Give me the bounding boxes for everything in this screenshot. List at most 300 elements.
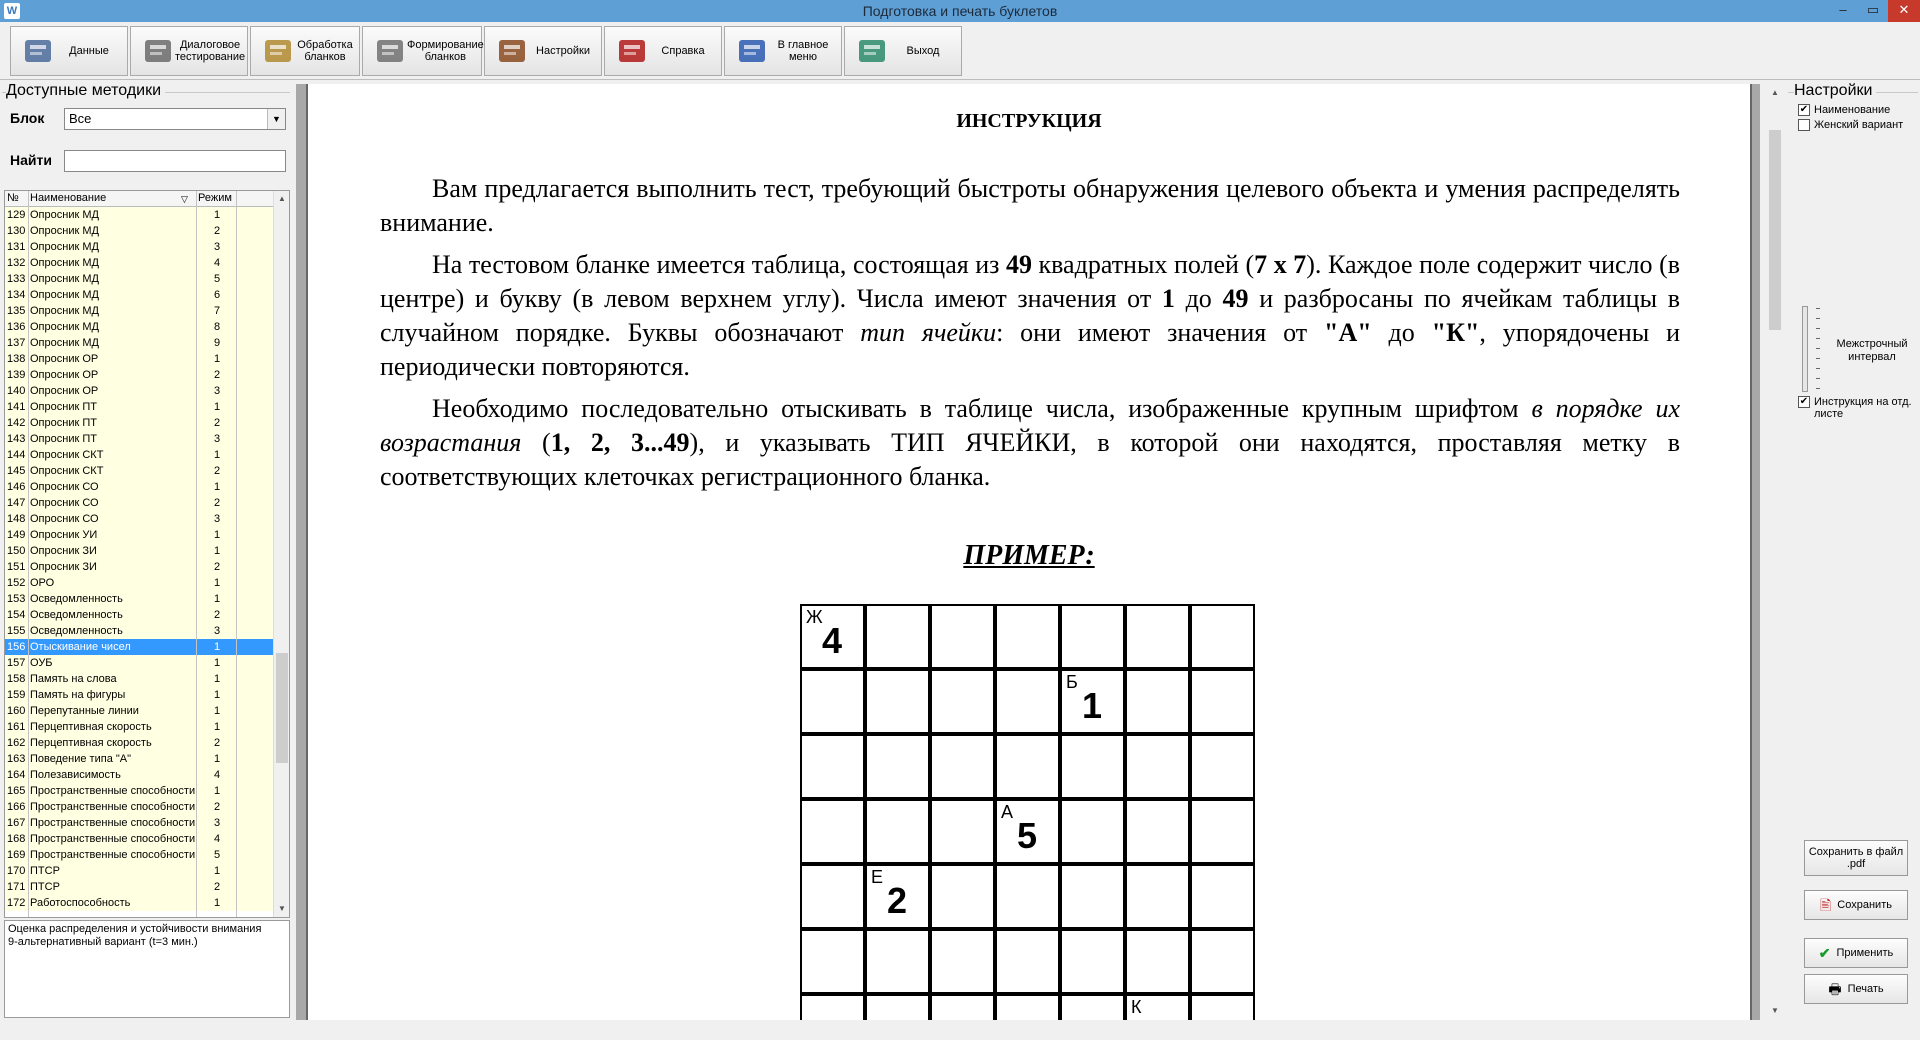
printer-icon: 🖶: [1828, 981, 1842, 997]
cell-number: 2: [887, 880, 908, 921]
table-row[interactable]: [5, 463, 275, 479]
settings-group-title: Настройки: [1794, 82, 1876, 100]
example-cell: [800, 669, 865, 734]
row-mode: 3: [214, 513, 221, 525]
row-mode: 1: [214, 705, 221, 717]
title-bar: [0, 0, 1920, 22]
example-cell: [1060, 929, 1125, 994]
row-mode: 3: [214, 433, 221, 445]
table-rows: [5, 207, 275, 911]
slider-tick: [1816, 348, 1820, 349]
database-icon: [21, 34, 55, 68]
example-cell: [995, 604, 1060, 669]
block-select[interactable]: [64, 108, 286, 130]
slider-tick: [1816, 378, 1820, 379]
row-mode: 1: [214, 593, 221, 605]
example-cell: [995, 994, 1060, 1020]
apply-button[interactable]: [1804, 938, 1908, 968]
row-name: Память на фигуры: [30, 689, 126, 701]
row-name: Осведомленность: [30, 593, 123, 605]
table-row[interactable]: [5, 879, 275, 895]
row-mode: 1: [214, 449, 221, 461]
table-row[interactable]: [5, 703, 275, 719]
table-row[interactable]: [5, 767, 275, 783]
row-mode: 1: [214, 865, 221, 877]
tools-icon: [495, 34, 529, 68]
example-cell: [930, 669, 995, 734]
row-mode: 5: [214, 849, 221, 861]
row-name: ОУБ: [30, 657, 53, 669]
table-row[interactable]: [5, 639, 275, 655]
row-mode: 1: [214, 657, 221, 669]
example-grid: [800, 604, 1257, 1020]
table-row[interactable]: [5, 607, 275, 623]
toolbar-button-0[interactable]: [10, 26, 128, 76]
row-mode: 2: [214, 881, 221, 893]
row-name: Опросник ОР: [30, 369, 99, 381]
row-num: 143: [7, 433, 26, 445]
row-name: Пространственные способности: [30, 801, 196, 813]
example-cell: [800, 864, 865, 929]
table-row[interactable]: [5, 415, 275, 431]
minimize-button[interactable]: –: [1839, 2, 1847, 17]
row-num: 156: [7, 641, 26, 653]
instruction-paragraph-3: Необходимо последовательно отыскивать в таблице числа, изображенные крупным шрифтом в порядке их возрастания (1, 2, 3...49), и указывать ТИП ЯЧЕЙКИ, в которой они находятся, проставляя метку в соответствующих клеточках регистрационного бланка.: [380, 394, 1680, 491]
row-mode: 5: [214, 273, 221, 285]
example-cell: [1060, 734, 1125, 799]
row-num: 168: [7, 833, 26, 845]
save-button[interactable]: [1804, 890, 1908, 920]
example-cell: [1125, 994, 1190, 1020]
preview-area: [296, 84, 1760, 1020]
row-name: Опросник УИ: [30, 529, 98, 541]
row-name: Пространственные способности: [30, 833, 196, 845]
row-num: 165: [7, 785, 26, 797]
row-name: Опросник ПТ: [30, 433, 97, 445]
example-cell: [1125, 929, 1190, 994]
table-row[interactable]: [5, 895, 275, 911]
restore-button[interactable]: ▭: [1866, 2, 1880, 17]
row-name: Поведение типа "А": [30, 753, 132, 765]
row-mode: 1: [214, 897, 221, 909]
scroll-down-icon[interactable]: ▼: [278, 904, 286, 913]
table-row[interactable]: [5, 543, 275, 559]
slider-tick: [1816, 358, 1820, 359]
block-label: Блок: [10, 110, 45, 126]
instruction-paragraph-2: На тестовом бланке имеется таблица, состоящая из 49 квадратных полей (7 x 7). Каждое поле содержит число (в центре) и букву (в левом верхнем углу). Числа имеют значения от 1 до 49 и разбросаны по ячейкам таблицы в случайном порядке. Буквы обозначают тип ячейки: они имеют значения от "А" до "К", упорядочены и периодически повторяются.: [380, 250, 1681, 381]
row-mode: 6: [214, 289, 221, 301]
example-cell: [1190, 604, 1255, 669]
row-num: 151: [7, 561, 26, 573]
example-cell: [995, 669, 1060, 734]
scroll-down-icon[interactable]: ▼: [1771, 1006, 1779, 1015]
methods-panel: [0, 82, 292, 1022]
row-num: 171: [7, 881, 26, 893]
preview-scrollbar[interactable]: [1766, 84, 1784, 1020]
row-mode: 2: [214, 465, 221, 477]
table-row[interactable]: [5, 591, 275, 607]
table-row[interactable]: [5, 559, 275, 575]
cell-number: 1: [1082, 685, 1103, 726]
description-text: Оценка распределения и устойчивости внимания 9-альтернативный вариант (t=3 мин.): [8, 923, 262, 948]
toolbar-button-6[interactable]: [724, 26, 842, 76]
row-num: 160: [7, 705, 26, 717]
row-mode: 2: [214, 225, 221, 237]
table-row[interactable]: [5, 815, 275, 831]
scroll-up-icon[interactable]: ▲: [1771, 88, 1779, 97]
row-mode: 1: [214, 353, 221, 365]
row-mode: 1: [214, 577, 221, 589]
table-row[interactable]: [5, 527, 275, 543]
row-mode: 1: [214, 673, 221, 685]
table-row[interactable]: [5, 239, 275, 255]
table-row[interactable]: [5, 287, 275, 303]
example-cell: [930, 994, 995, 1020]
row-num: 149: [7, 529, 26, 541]
row-num: 163: [7, 753, 26, 765]
method-description: [4, 920, 290, 1018]
save-pdf-label: Сохранить в файл .pdf: [1808, 846, 1904, 870]
row-num: 136: [7, 321, 26, 333]
row-name: Осведомленность: [30, 609, 123, 621]
table-row[interactable]: [5, 799, 275, 815]
row-name: Отыскивание чисел: [30, 641, 131, 653]
row-name: Опросник СО: [30, 481, 99, 493]
table-row[interactable]: [5, 783, 275, 799]
table-scrollbar[interactable]: [273, 191, 289, 917]
row-num: 145: [7, 465, 26, 477]
row-num: 150: [7, 545, 26, 557]
toolbar-button-2[interactable]: [250, 26, 360, 76]
table-row[interactable]: [5, 863, 275, 879]
slider-tick: [1816, 338, 1820, 339]
row-name: Опросник МД: [30, 321, 99, 333]
instruction-paragraph-1: Вам предлагается выполнить тест, требующий быстроты обнаружения целевого объекта и умения распределять внимание.: [380, 174, 1680, 237]
instruction-heading: ИНСТРУКЦИЯ: [956, 110, 1102, 132]
table-row[interactable]: [5, 847, 275, 863]
toolbar-button-label: Формирование бланков: [407, 39, 484, 63]
example-cell: [995, 734, 1060, 799]
find-label: Найти: [10, 152, 52, 168]
example-cell: [800, 929, 865, 994]
row-num: 148: [7, 513, 26, 525]
booklet-page: [306, 84, 1752, 1020]
row-num: 135: [7, 305, 26, 317]
example-cell: [1125, 864, 1190, 929]
row-name: Пространственные способности: [30, 785, 196, 797]
row-num: 159: [7, 689, 26, 701]
row-name: Опросник МД: [30, 337, 99, 349]
row-mode: 7: [214, 305, 221, 317]
sort-icon: ▽: [181, 194, 188, 204]
row-mode: 3: [214, 817, 221, 829]
row-num: 146: [7, 481, 26, 493]
checkmark-icon: ✔: [1818, 945, 1831, 961]
row-name: Пространственные способности: [30, 849, 196, 861]
table-row[interactable]: [5, 479, 275, 495]
row-name: Опросник ПТ: [30, 401, 97, 413]
slider-tick: [1816, 328, 1820, 329]
example-cell: [865, 864, 930, 929]
example-cell: [1060, 604, 1125, 669]
row-mode: 1: [214, 689, 221, 701]
line-spacing-slider[interactable]: [1798, 306, 1826, 392]
row-mode: 1: [214, 641, 221, 653]
row-name: Опросник СКТ: [30, 449, 104, 461]
name-checkbox[interactable]: [1798, 104, 1890, 116]
row-num: 161: [7, 721, 26, 733]
example-cell: [800, 994, 865, 1020]
example-cell: [1190, 669, 1255, 734]
row-num: 132: [7, 257, 26, 269]
row-mode: 4: [214, 769, 221, 781]
methods-group-title: Доступные методики: [6, 82, 165, 100]
row-mode: 9: [214, 337, 221, 349]
example-cell: [800, 734, 865, 799]
row-num: 166: [7, 801, 26, 813]
cell-letter: Б: [1066, 672, 1078, 692]
row-name: ПТСР: [30, 865, 60, 877]
female-variant-label: Женский вариант: [1814, 119, 1904, 131]
table-row[interactable]: [5, 719, 275, 735]
chevron-down-icon[interactable]: ▼: [267, 109, 285, 129]
table-row[interactable]: [5, 351, 275, 367]
row-mode: 8: [214, 321, 221, 333]
slider-tick: [1816, 318, 1820, 319]
apply-label: Применить: [1836, 947, 1894, 959]
row-mode: 1: [214, 721, 221, 733]
row-num: 137: [7, 337, 26, 349]
example-cell: [865, 994, 930, 1020]
print-button[interactable]: [1804, 974, 1908, 1004]
toolbar-button-5[interactable]: [604, 26, 722, 76]
example-cell: [865, 604, 930, 669]
row-mode: 2: [214, 609, 221, 621]
scroll-thumb[interactable]: [1769, 130, 1781, 330]
row-mode: 1: [214, 481, 221, 493]
slider-tick: [1816, 308, 1820, 309]
table-row[interactable]: [5, 255, 275, 271]
row-num: 152: [7, 577, 26, 589]
back-arrow-icon: [735, 34, 769, 68]
table-row[interactable]: [5, 831, 275, 847]
toolbar-button-label: Данные: [69, 45, 109, 57]
toolbar-button-3[interactable]: [362, 26, 482, 76]
toolbar-button-label: Диалоговое тестирование: [175, 39, 246, 63]
table-row[interactable]: [5, 207, 275, 223]
col-num-header[interactable]: №: [7, 192, 19, 204]
cell-letter: Е: [871, 867, 884, 887]
col-name-header[interactable]: Наименование: [30, 192, 107, 204]
toolbar-button-7[interactable]: [844, 26, 962, 76]
form-document-icon: [373, 34, 407, 68]
exit-icon: [855, 34, 889, 68]
row-mode: 2: [214, 737, 221, 749]
row-name: Опросник ОР: [30, 385, 99, 397]
row-name: Опросник МД: [30, 241, 99, 253]
help-book-icon: [615, 34, 649, 68]
table-row[interactable]: [5, 447, 275, 463]
row-name: Опросник МД: [30, 305, 99, 317]
row-name: Опросник ПТ: [30, 417, 97, 429]
row-name: Опросник МД: [30, 257, 99, 269]
row-mode: 1: [214, 545, 221, 557]
row-mode: 1: [214, 753, 221, 765]
scroll-up-icon[interactable]: ▲: [278, 194, 286, 203]
cell-letter: К: [1131, 997, 1142, 1017]
table-row[interactable]: [5, 319, 275, 335]
example-cell: [1190, 799, 1255, 864]
table-row[interactable]: [5, 367, 275, 383]
toolbar-button-label: В главное меню: [777, 39, 829, 63]
settings-panel: [1788, 82, 1920, 1022]
checkbox-icon[interactable]: ✔: [1799, 396, 1809, 407]
col-divider: [28, 191, 29, 917]
row-mode: 2: [214, 369, 221, 381]
table-row[interactable]: [5, 303, 275, 319]
row-mode: 3: [214, 625, 221, 637]
checkbox-icon[interactable]: ✔: [1799, 104, 1809, 115]
table-row[interactable]: [5, 575, 275, 591]
checkbox-icon[interactable]: [1798, 119, 1810, 131]
row-num: 129: [7, 209, 26, 221]
row-name: Пространственные способности: [30, 817, 196, 829]
row-name: Опросник МД: [30, 289, 99, 301]
example-cell: [1190, 929, 1255, 994]
block-select-value: Все: [69, 111, 92, 126]
table-header: [5, 191, 275, 207]
example-title: ПРИМЕР:: [963, 540, 1095, 571]
example-cell: [865, 669, 930, 734]
window-title: Подготовка и печать буклетов: [862, 3, 1058, 19]
row-name: Перцептивная скорость: [30, 721, 152, 733]
row-num: 162: [7, 737, 26, 749]
close-button[interactable]: ✕: [1888, 0, 1920, 22]
row-name: ОРО: [30, 577, 55, 589]
col-divider: [236, 191, 237, 917]
row-num: 169: [7, 849, 26, 861]
scroll-thumb[interactable]: [276, 653, 288, 763]
row-num: 139: [7, 369, 26, 381]
example-cell: [1060, 799, 1125, 864]
example-cell: [1190, 994, 1255, 1020]
table-row[interactable]: [5, 271, 275, 287]
toolbar-button-1[interactable]: [130, 26, 248, 76]
row-num: 153: [7, 593, 26, 605]
row-name: Опросник ОР: [30, 353, 99, 365]
cell-letter: А: [1001, 802, 1014, 822]
slider-tick: [1816, 388, 1820, 389]
row-num: 142: [7, 417, 26, 429]
row-num: 138: [7, 353, 26, 365]
row-num: 141: [7, 401, 26, 413]
row-num: 130: [7, 225, 26, 237]
row-num: 158: [7, 673, 26, 685]
table-row[interactable]: [5, 335, 275, 351]
row-name: Осведомленность: [30, 625, 123, 637]
cell-number: 5: [1017, 815, 1038, 856]
save-doc-icon: 🖹: [1820, 897, 1832, 913]
print-label: Печать: [1847, 983, 1884, 995]
toolbar-button-label: Выход: [906, 45, 940, 57]
female-variant-checkbox[interactable]: [1798, 119, 1903, 131]
row-name: Полезависимость: [30, 769, 121, 781]
row-num: 154: [7, 609, 26, 621]
table-row[interactable]: [5, 751, 275, 767]
table-row[interactable]: [5, 495, 275, 511]
row-name: Опросник МД: [30, 225, 99, 237]
example-cell: [930, 734, 995, 799]
toolbar-button-4[interactable]: [484, 26, 602, 76]
save-pdf-button[interactable]: [1804, 840, 1908, 876]
table-row[interactable]: [5, 735, 275, 751]
example-cell: [1060, 864, 1125, 929]
line-spacing-label: Межстрочный интервал: [1836, 338, 1908, 363]
row-mode: 3: [214, 385, 221, 397]
example-cell: [865, 734, 930, 799]
instruction-separate-label: Инструкция на отд. листе: [1814, 396, 1912, 420]
example-cell: [995, 864, 1060, 929]
example-cell: [865, 799, 930, 864]
col-mode-header[interactable]: Режим: [198, 192, 232, 204]
app-icon: W: [4, 3, 20, 19]
toolbar-button-label: Обработка бланков: [297, 39, 353, 63]
example-cell: [930, 864, 995, 929]
slider-track[interactable]: [1802, 306, 1808, 392]
table-row[interactable]: [5, 671, 275, 687]
table-row[interactable]: [5, 431, 275, 447]
col-divider: [196, 191, 197, 917]
example-cell: [930, 929, 995, 994]
row-name: Опросник ЗИ: [30, 561, 97, 573]
row-mode: 2: [214, 561, 221, 573]
table-row[interactable]: [5, 623, 275, 639]
toolbar-button-label: Настройки: [536, 45, 590, 57]
row-num: 134: [7, 289, 26, 301]
row-mode: 1: [214, 209, 221, 221]
row-mode: 2: [214, 417, 221, 429]
example-cell: [995, 929, 1060, 994]
row-num: 144: [7, 449, 26, 461]
row-mode: 4: [214, 257, 221, 269]
table-row[interactable]: [5, 399, 275, 415]
example-cell: [1125, 734, 1190, 799]
example-cell: [1060, 994, 1125, 1020]
row-num: 131: [7, 241, 26, 253]
cell-number: 4: [822, 620, 843, 661]
row-name: Опросник ЗИ: [30, 545, 97, 557]
table-row[interactable]: [5, 223, 275, 239]
row-name: Работоспособность: [30, 897, 131, 909]
instruction-separate-checkbox[interactable]: [1798, 396, 1916, 420]
row-mode: 1: [214, 401, 221, 413]
example-cell: [995, 799, 1060, 864]
table-row[interactable]: [5, 655, 275, 671]
row-name: Опросник МД: [30, 209, 99, 221]
table-row[interactable]: [5, 511, 275, 527]
scanner-icon: [261, 34, 295, 68]
name-checkbox-label: Наименование: [1814, 104, 1891, 116]
find-input[interactable]: [64, 150, 286, 172]
row-mode: 2: [214, 497, 221, 509]
example-cell: [1190, 734, 1255, 799]
example-cell: [865, 929, 930, 994]
table-row[interactable]: [5, 687, 275, 703]
row-name: Опросник СКТ: [30, 465, 104, 477]
toolbar: [0, 22, 1920, 80]
table-row[interactable]: [5, 383, 275, 399]
example-cell: [1190, 864, 1255, 929]
